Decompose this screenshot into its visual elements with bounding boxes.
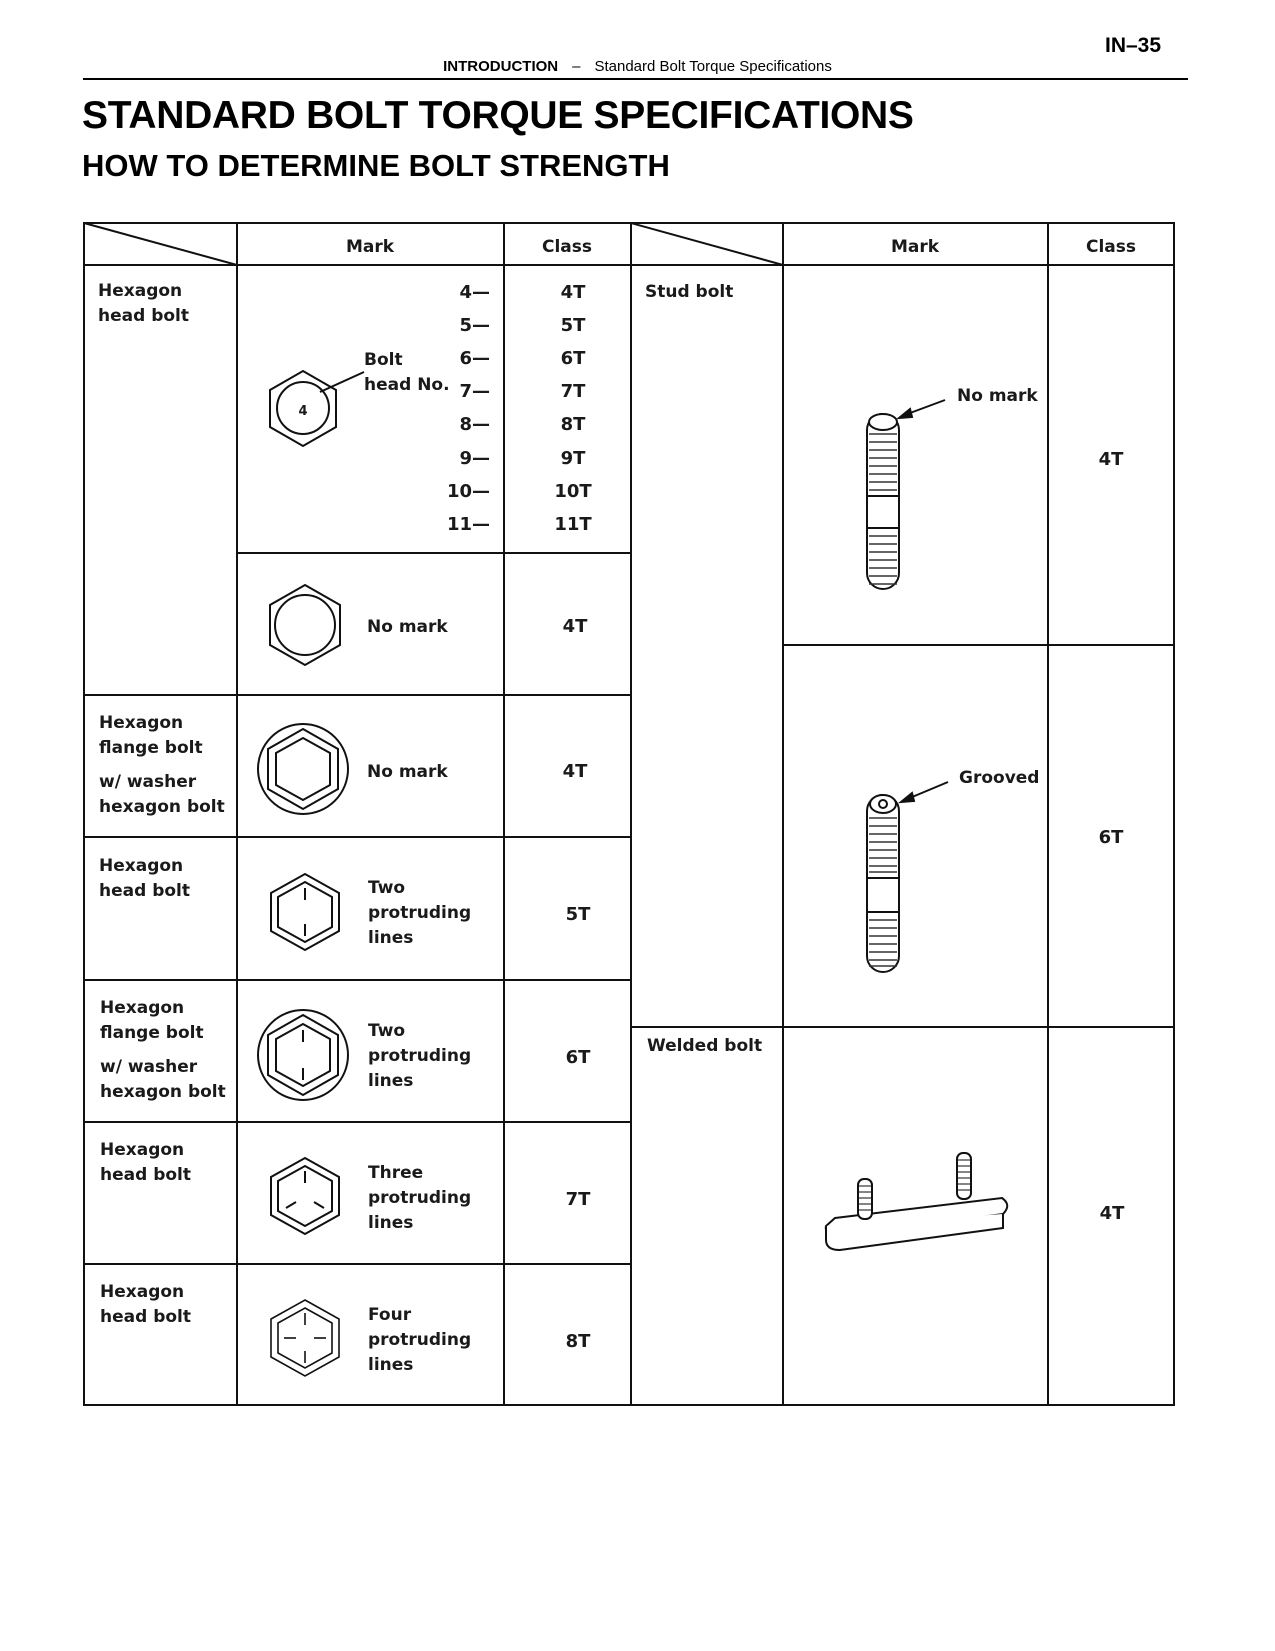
- class-value: 5T: [565, 904, 591, 925]
- class-value: 4T: [562, 761, 588, 782]
- class-value: 7T: [560, 381, 586, 402]
- bolt-type-label: flange bolt: [99, 738, 203, 758]
- class-value: 7T: [565, 1189, 591, 1210]
- head-number-mark: 11—: [446, 514, 490, 535]
- callout-arrow: [901, 782, 948, 802]
- hex-four-lines-icon: [271, 1300, 339, 1376]
- head-number-mark: 7—: [459, 381, 490, 402]
- class-value: 6T: [560, 348, 586, 369]
- class-value: 8T: [560, 414, 586, 435]
- mark-description: Two: [368, 878, 406, 898]
- class-list: [554, 282, 592, 535]
- flange-hex-plain-icon: [258, 724, 348, 814]
- head-number-mark: 8—: [459, 414, 490, 435]
- class-value: 4T: [1098, 449, 1124, 470]
- header-class-left: Class: [541, 237, 593, 257]
- class-value: 6T: [565, 1047, 591, 1068]
- head-number-mark: 5—: [459, 315, 490, 336]
- mark-description: lines: [368, 1071, 414, 1091]
- header-mark-right: Mark: [890, 237, 940, 257]
- mark-description: protruding: [368, 1046, 472, 1066]
- mark-description: protruding: [368, 1330, 472, 1350]
- mark-description: Two: [368, 1021, 406, 1041]
- head-number-mark: 10—: [446, 481, 490, 502]
- running-header-topic: Standard Bolt Torque Specifications: [594, 58, 832, 75]
- class-value: 8T: [565, 1331, 591, 1352]
- bolt-type-label: Hexagon: [99, 713, 184, 733]
- bolt-type-label: hexagon bolt: [99, 797, 225, 817]
- bolt-type-label: head bolt: [100, 1307, 191, 1327]
- bolt-type-label: Stud bolt: [645, 282, 734, 302]
- mark-description: No mark: [957, 386, 1038, 406]
- bolt-type-label: flange bolt: [100, 1023, 204, 1043]
- hex-head-numbered-icon: [270, 371, 364, 446]
- bolt-type-label: w/ washer: [99, 772, 197, 792]
- running-header-section: INTRODUCTION: [443, 58, 559, 75]
- class-value: 4T: [560, 282, 586, 303]
- stud-bolt-grooved-icon: [867, 795, 899, 972]
- callout-label: head No.: [364, 375, 450, 395]
- bolt-type-label: Hexagon: [98, 281, 183, 301]
- page-number: IN–35: [1105, 34, 1162, 57]
- mark-description: Three: [368, 1163, 424, 1183]
- bolt-type-label: w/ washer: [100, 1057, 198, 1077]
- bolt-head-number: 4: [298, 404, 308, 419]
- page-subtitle: HOW TO DETERMINE BOLT STRENGTH: [82, 148, 670, 183]
- page-title: STANDARD BOLT TORQUE SPECIFICATIONS: [82, 94, 914, 137]
- bolt-type-label: head bolt: [98, 306, 189, 326]
- head-number-mark: 9—: [459, 448, 490, 469]
- mark-description: No mark: [367, 617, 448, 637]
- header-class-right: Class: [1085, 237, 1137, 257]
- head-number-mark: 4—: [459, 282, 490, 303]
- mark-description: lines: [368, 928, 414, 948]
- head-number-list: [447, 282, 490, 535]
- class-value: 11T: [554, 514, 592, 535]
- bolt-type-label: Hexagon: [100, 998, 185, 1018]
- bolt-type-label: Welded bolt: [647, 1036, 763, 1056]
- bolt-type-label: Hexagon: [99, 856, 184, 876]
- hex-head-plain-icon: [270, 585, 340, 665]
- bolt-type-label: head bolt: [100, 1165, 191, 1185]
- mark-description: protruding: [368, 1188, 472, 1208]
- class-value: 5T: [560, 315, 586, 336]
- class-value: 4T: [562, 616, 588, 637]
- welded-bolt-icon: [826, 1153, 1007, 1250]
- callout-label: Bolt: [364, 350, 403, 370]
- head-number-mark: 6—: [459, 348, 490, 369]
- class-value: 4T: [1099, 1203, 1125, 1224]
- class-value: 10T: [554, 481, 592, 502]
- bolt-type-label: hexagon bolt: [100, 1082, 226, 1102]
- class-value: 6T: [1098, 827, 1124, 848]
- mark-description: Grooved: [959, 768, 1040, 788]
- flange-hex-two-lines-icon: [258, 1010, 348, 1100]
- mark-description: No mark: [367, 762, 448, 782]
- bolt-type-label: Hexagon: [100, 1140, 185, 1160]
- mark-description: lines: [368, 1213, 414, 1233]
- running-header-separator: –: [572, 58, 581, 75]
- mark-description: Four: [368, 1305, 412, 1325]
- stud-bolt-no-mark-icon: [867, 414, 899, 589]
- mark-description: lines: [368, 1355, 414, 1375]
- callout-arrow: [899, 400, 945, 418]
- hex-three-lines-icon: [271, 1158, 339, 1234]
- mark-description: protruding: [368, 903, 472, 923]
- header-mark-left: Mark: [345, 237, 395, 257]
- class-value: 9T: [560, 448, 586, 469]
- weld-thread-lines: [859, 1160, 970, 1210]
- bolt-type-label: head bolt: [99, 881, 190, 901]
- bolt-type-label: Hexagon: [100, 1282, 185, 1302]
- hex-two-lines-icon: [271, 874, 339, 950]
